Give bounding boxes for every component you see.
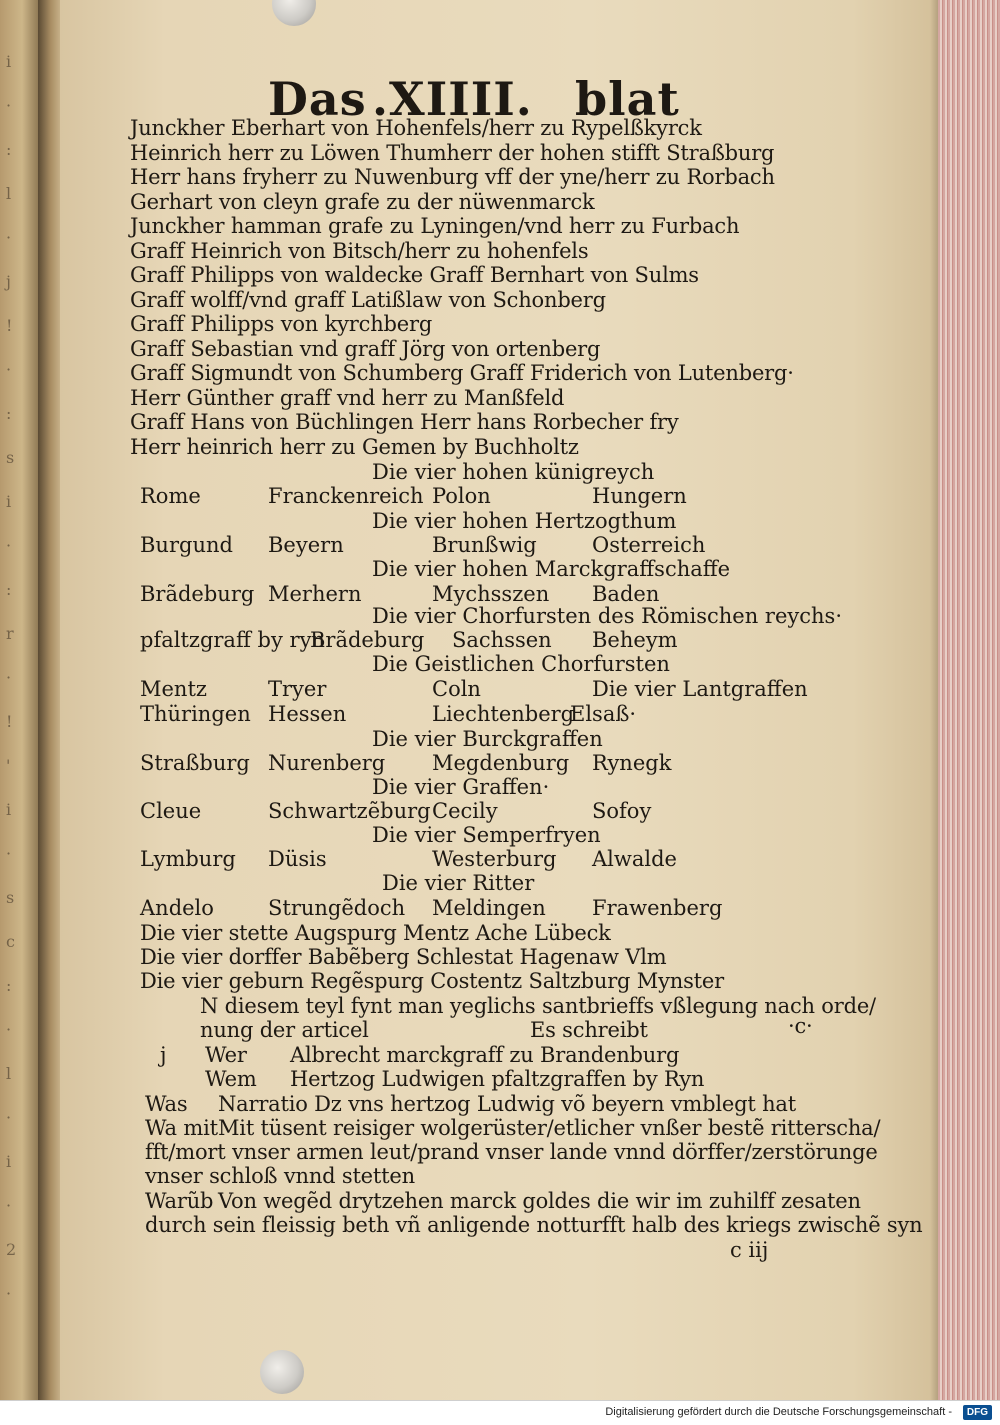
was-label: Was <box>145 1092 188 1116</box>
group-item: Liechtenberg <box>432 702 575 726</box>
last-line: durch sein fleissig beth vñ anligende notturfft halb des kriegs zwischẽ syn <box>145 1213 923 1237</box>
group-item: Düsis <box>268 847 327 871</box>
wem-label: Wem <box>205 1067 257 1091</box>
left-page-bleed-marks <box>6 40 36 1340</box>
group-item: Andelo <box>140 896 214 920</box>
wamit-text: Mit tüsent reisiger wolgerüster/etlicher vnßer bestẽ ritterscha/ <box>218 1116 881 1140</box>
bleed-mark: · <box>6 536 12 555</box>
noble-line: Graff Sigmundt von Schumberg Graff Friderich von Lutenberg· <box>130 361 794 385</box>
wem-text: Hertzog Ludwigen pfaltzgraffen by Ryn <box>290 1067 705 1091</box>
group-item: Elsaß· <box>570 702 637 726</box>
wer-text: Albrecht marckgraff zu Brandenburg <box>290 1043 680 1067</box>
bleed-mark: · <box>6 1020 12 1039</box>
es-schreibt: Es schreibt <box>530 1018 648 1042</box>
bleed-mark: ! <box>6 316 13 335</box>
noble-line: Herr heinrich herr zu Gemen by Buchholtz <box>130 435 579 459</box>
funding-notice: Digitalisierung gefördert durch die Deutsche Forschungsgemeinschaft - <box>605 1406 952 1418</box>
group-item: Strungẽdoch <box>268 896 406 920</box>
group-item: Brunßwig <box>432 533 537 557</box>
bleed-mark: s <box>6 888 15 907</box>
bleed-mark: : <box>6 140 12 159</box>
bleed-mark: i <box>6 1152 12 1171</box>
group-item: Beheym <box>592 628 678 652</box>
noble-line: Graff Heinrich von Bitsch/herr zu hohenfels <box>130 239 589 263</box>
group-item: Nurenberg <box>268 751 386 775</box>
wamit-label: Wa mit <box>145 1116 218 1140</box>
bleed-mark: · <box>6 1108 12 1127</box>
bleed-mark: ' <box>6 756 11 775</box>
group-heading: Die vier Ritter <box>382 871 535 895</box>
noble-line: Junckher Eberhart von Hohenfels/herr zu Rypelßkyrck <box>130 116 702 140</box>
noble-line: Gerhart von cleyn grafe zu der nüwenmarck <box>130 190 595 214</box>
signature-mark: c iij <box>730 1238 769 1262</box>
noble-line: Herr hans fryherr zu Nuwenburg vff der yne/herr zu Rorbach <box>130 165 775 189</box>
group-heading: Die vier Chorfursten des Römischen reychs· <box>372 604 842 628</box>
estate-line: Die vier dorffer Babẽberg Schlestat Hagenaw Vlm <box>140 945 667 969</box>
group-item: Sofoy <box>592 799 652 823</box>
noble-line: Graff Hans von Büchlingen Herr hans Rorbecher fry <box>130 410 679 434</box>
group-item: Schwartzẽburg <box>268 799 431 823</box>
bleed-mark: l <box>6 184 12 203</box>
group-item: Beyern <box>268 533 344 557</box>
group-item: Burgund <box>140 533 233 557</box>
bleed-mark: i <box>6 52 12 71</box>
group-item: Mychsszen <box>432 582 550 606</box>
bleed-mark: : <box>6 404 12 423</box>
noble-line: Graff wolff/vnd graff Latißlaw von Schonberg <box>130 288 606 312</box>
bleed-mark: · <box>6 668 12 687</box>
group-item: Hungern <box>592 484 687 508</box>
warumb-label: Warũb <box>145 1189 214 1213</box>
group-item: Mentz <box>140 677 207 701</box>
group-heading: Die vier hohen Marckgraffschaffe <box>372 557 731 581</box>
marginal-mark-right: ·c· <box>788 1014 813 1038</box>
bleed-mark: ! <box>6 712 13 731</box>
group-item: Megdenburg <box>432 751 570 775</box>
bleed-mark: j <box>6 272 11 291</box>
group-heading: Die vier hohen künigreych <box>372 460 655 484</box>
wer-label: Wer <box>205 1043 247 1067</box>
noble-line: Herr Günther graff vnd herr zu Manßfeld <box>130 386 565 410</box>
bleed-mark: · <box>6 96 12 115</box>
red-page-edges <box>938 0 1000 1400</box>
group-item: Straßburg <box>140 751 250 775</box>
bleed-mark: · <box>6 844 12 863</box>
bleed-mark: c <box>6 932 15 951</box>
group-item: pfaltzgraff by ryn <box>140 628 325 652</box>
bleed-mark: · <box>6 1284 12 1303</box>
group-item: Cleue <box>140 799 202 823</box>
group-item: Alwalde <box>592 847 677 871</box>
group-item: Tryer <box>268 677 327 701</box>
group-item: Meldingen <box>432 896 546 920</box>
group-item: Hessen <box>268 702 347 726</box>
folio-number: .XIIII. <box>372 72 533 126</box>
section-intro: N diesem teyl fynt man yeglichs santbrieffs vßlegung nach orde/ <box>200 994 876 1018</box>
header-word-right: blat <box>575 72 680 126</box>
bleed-mark: · <box>6 360 12 379</box>
group-item: Coln <box>432 677 481 701</box>
page-clip-bottom <box>260 1350 304 1394</box>
warumb-text: Von wegẽd drytzehen marck goldes die wir im zuhilff zesaten <box>218 1189 861 1213</box>
narratio-cont: vnser schloß vnnd stetten <box>145 1164 415 1188</box>
group-item: Polon <box>432 484 491 508</box>
bleed-mark: : <box>6 976 12 995</box>
noble-line: Junckher hamman grafe zu Lyningen/vnd herr zu Furbach <box>130 214 740 238</box>
group-item: Rynegk <box>592 751 672 775</box>
group-item: Baden <box>592 582 660 606</box>
bleed-mark: · <box>6 228 12 247</box>
header-word-left: Das <box>268 72 367 126</box>
bleed-mark: · <box>6 1196 12 1215</box>
bleed-mark: s <box>6 448 15 467</box>
estate-line: Die vier stette Augspurg Mentz Ache Lübeck <box>140 921 611 945</box>
group-item: Osterreich <box>592 533 706 557</box>
was-text: Narratio Dz vns hertzog Ludwig võ beyern vmblegt hat <box>218 1092 796 1116</box>
group-heading: Die vier Burckgraffen <box>372 727 603 751</box>
group-item: Westerburg <box>432 847 557 871</box>
bleed-mark: r <box>6 624 14 643</box>
group-item: Frawenberg <box>592 896 723 920</box>
group-item: Franckenreich <box>268 484 424 508</box>
group-heading: Die vier Graffen· <box>372 775 550 799</box>
bleed-mark: 2 <box>6 1240 17 1259</box>
estate-line: Die vier geburn Regẽspurg Costentz Saltzburg Mynster <box>140 969 724 993</box>
bleed-mark: l <box>6 1064 12 1083</box>
group-item: Brãdeburg <box>310 628 425 652</box>
group-item: Lymburg <box>140 847 236 871</box>
group-item: Cecily <box>432 799 498 823</box>
noble-line: Heinrich herr zu Löwen Thumherr der hohen stifft Straßburg <box>130 141 775 165</box>
group-item: Thüringen <box>140 702 251 726</box>
group-heading: Die Geistlichen Chorfursten <box>372 652 670 676</box>
section-intro-cont: nung der articel <box>200 1018 369 1042</box>
group-item: Brãdeburg <box>140 582 255 606</box>
bleed-mark: i <box>6 800 12 819</box>
noble-line: Graff Sebastian vnd graff Jörg von ortenberg <box>130 337 601 361</box>
noble-line: Graff Philipps von kyrchberg <box>130 312 433 336</box>
narratio-cont: fft/mort vnser armen leut/prand vnser lande vnnd dörffer/zerstörunge <box>145 1140 878 1164</box>
bleed-mark: i <box>6 492 12 511</box>
margin-index: j <box>160 1043 167 1067</box>
group-item: Rome <box>140 484 201 508</box>
group-heading: Die vier Semperfryen <box>372 823 601 847</box>
footer-bar <box>0 1400 1000 1425</box>
group-item: Die vier Lantgraffen <box>592 677 808 701</box>
noble-line: Graff Philipps von waldecke Graff Bernhart von Sulms <box>130 263 699 287</box>
bleed-mark: : <box>6 580 12 599</box>
group-heading: Die vier hohen Hertzogthum <box>372 509 677 533</box>
group-item: Merhern <box>268 582 362 606</box>
dfg-logo: DFG <box>963 1405 992 1420</box>
group-item: Sachssen <box>452 628 552 652</box>
